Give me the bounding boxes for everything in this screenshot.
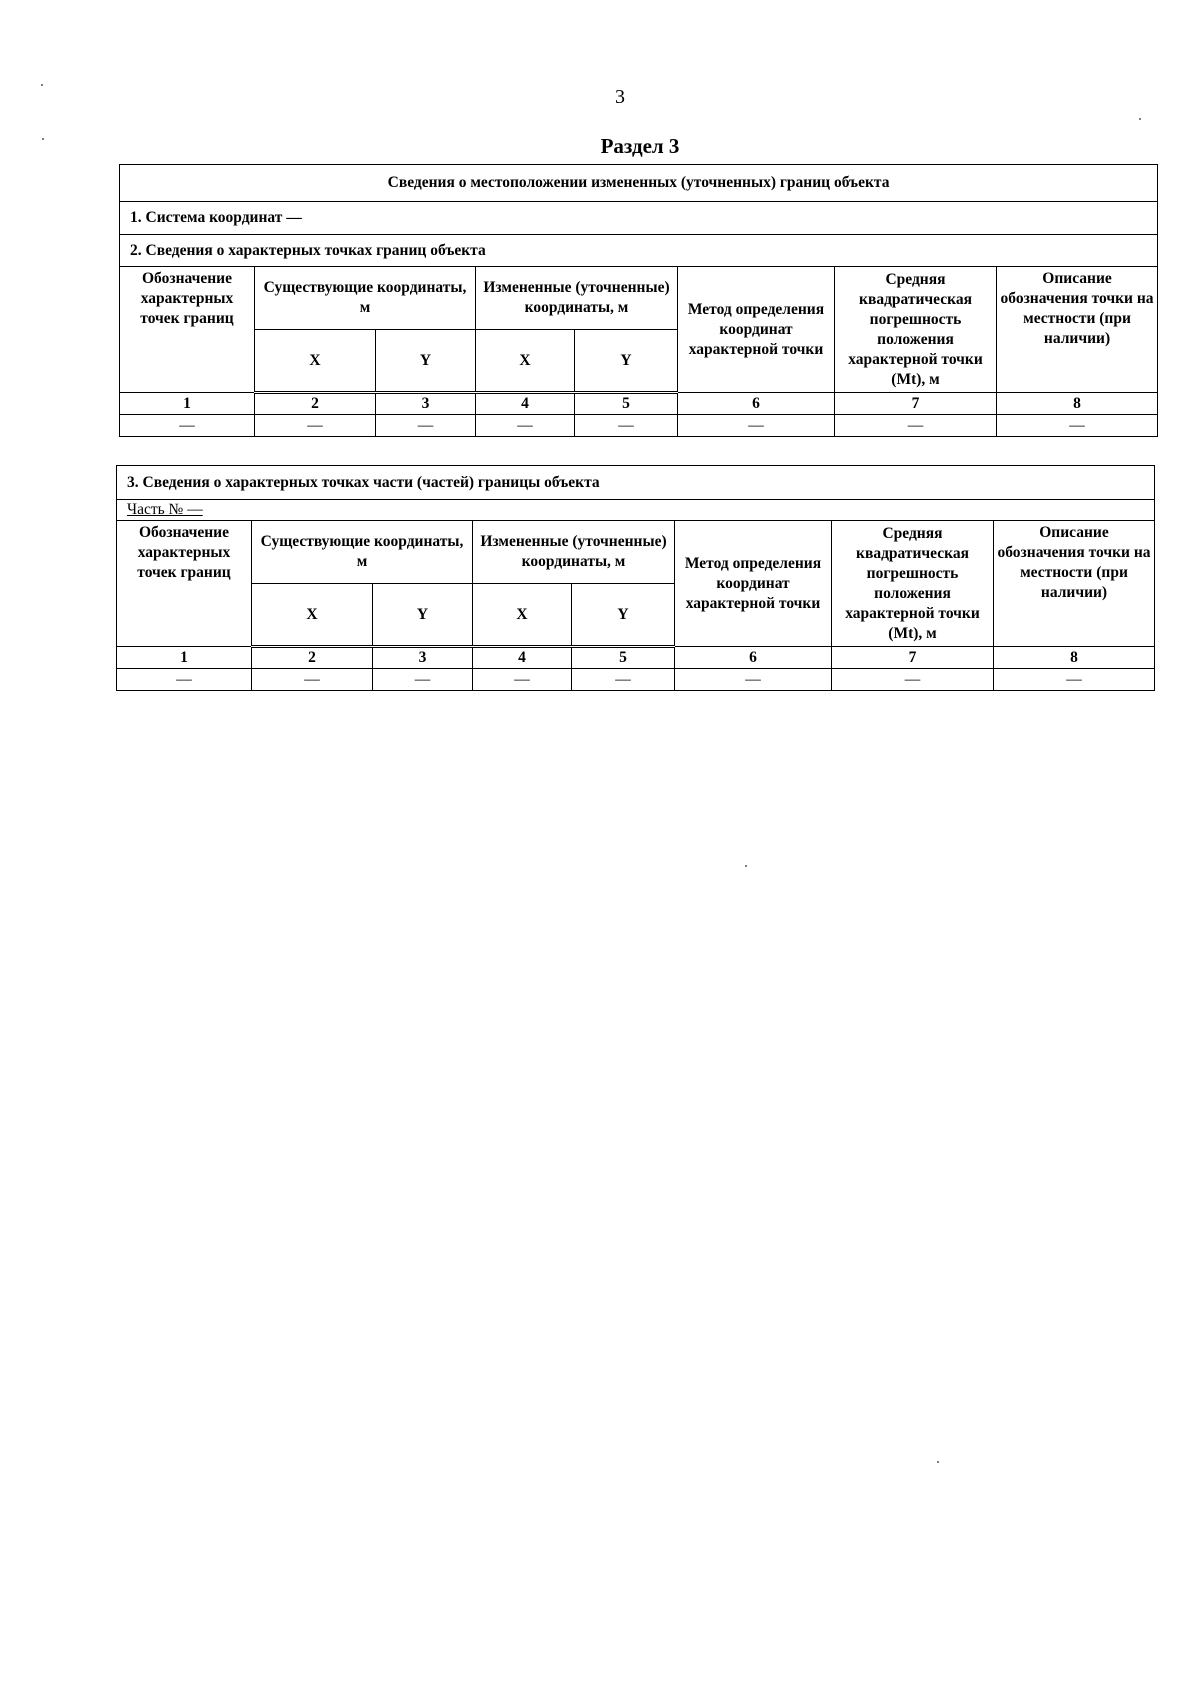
column-number: 4 <box>473 647 572 669</box>
table-cell: — <box>994 669 1155 691</box>
column-number: 1 <box>120 393 255 415</box>
table-cell: — <box>575 415 678 437</box>
column-number: 1 <box>117 647 252 669</box>
points-heading-row: 2. Сведения о характерных точках границ объекта <box>120 235 1158 267</box>
table-cell: — <box>252 669 373 691</box>
column-number: 3 <box>373 647 473 669</box>
header-existing-coords: Существующие координаты, м <box>252 521 473 584</box>
table-cell: — <box>255 415 376 437</box>
header-y: Y <box>376 330 476 393</box>
header-existing-coords: Существующие координаты, м <box>255 267 476 330</box>
table-cell: — <box>572 669 675 691</box>
column-number: 6 <box>678 393 835 415</box>
table-cell: — <box>832 669 994 691</box>
header-method: Метод определения координат характерной точки <box>678 267 835 393</box>
part-number: Часть № — <box>127 501 203 518</box>
table-cell: — <box>675 669 832 691</box>
table-row <box>120 415 1158 437</box>
column-number: 4 <box>476 393 575 415</box>
header-designation: Обозначение характерных точек границ <box>117 521 252 647</box>
table-cell: — <box>117 669 252 691</box>
part-boundary-points-table <box>116 465 1155 691</box>
coord-system-row: 1. Система координат — <box>120 202 1158 235</box>
column-number: 7 <box>835 393 997 415</box>
table-row <box>117 669 1155 691</box>
column-number: 5 <box>575 393 678 415</box>
column-number: 7 <box>832 647 994 669</box>
scan-speck <box>1139 118 1141 120</box>
table-cell: — <box>376 415 476 437</box>
header-y: Y <box>373 584 473 647</box>
table-cell: — <box>997 415 1158 437</box>
header-designation: Обозначение характерных точек границ <box>120 267 255 393</box>
table-cell: — <box>476 415 575 437</box>
scan-speck <box>937 1461 939 1463</box>
scan-speck <box>41 84 43 86</box>
part-heading-row: 3. Сведения о характерных точках части (частей) границы объекта <box>117 466 1155 500</box>
column-numbers-row <box>120 393 1158 415</box>
column-number: 2 <box>255 393 376 415</box>
header-changed-coords: Измененные (уточненные) координаты, м <box>473 521 675 584</box>
column-number: 3 <box>376 393 476 415</box>
header-error: Средняя квадратическая погрешность положения характерной точки (Mt), м <box>832 521 994 647</box>
table-cell: — <box>473 669 572 691</box>
table-title: Сведения о местоположении измененных (уточненных) границ объекта <box>120 165 1158 202</box>
part-number-row <box>117 500 1155 521</box>
column-number: 8 <box>997 393 1158 415</box>
header-error: Средняя квадратическая погрешность положения характерной точки (Mt), м <box>835 267 997 393</box>
table-cell: — <box>373 669 473 691</box>
table-cell: — <box>835 415 997 437</box>
boundary-points-table <box>119 164 1158 437</box>
header-y: Y <box>575 330 678 393</box>
table-cell: — <box>120 415 255 437</box>
column-number: 2 <box>252 647 373 669</box>
column-number: 5 <box>572 647 675 669</box>
column-numbers-row <box>117 647 1155 669</box>
header-x: X <box>252 584 373 647</box>
header-y: Y <box>572 584 675 647</box>
page-number: 3 <box>615 86 625 108</box>
header-x: X <box>476 330 575 393</box>
header-x: X <box>255 330 376 393</box>
table-cell: — <box>678 415 835 437</box>
header-description: Описание обозначения точки на местности (при наличии) <box>997 267 1158 393</box>
column-number: 8 <box>994 647 1155 669</box>
header-method: Метод определения координат характерной точки <box>675 521 832 647</box>
header-x: X <box>473 584 572 647</box>
scan-speck <box>42 138 44 140</box>
header-changed-coords: Измененные (уточненные) координаты, м <box>476 267 678 330</box>
column-number: 6 <box>675 647 832 669</box>
section-title: Раздел 3 <box>600 134 680 158</box>
scan-speck <box>745 865 747 867</box>
header-description: Описание обозначения точки на местности (при наличии) <box>994 521 1155 647</box>
